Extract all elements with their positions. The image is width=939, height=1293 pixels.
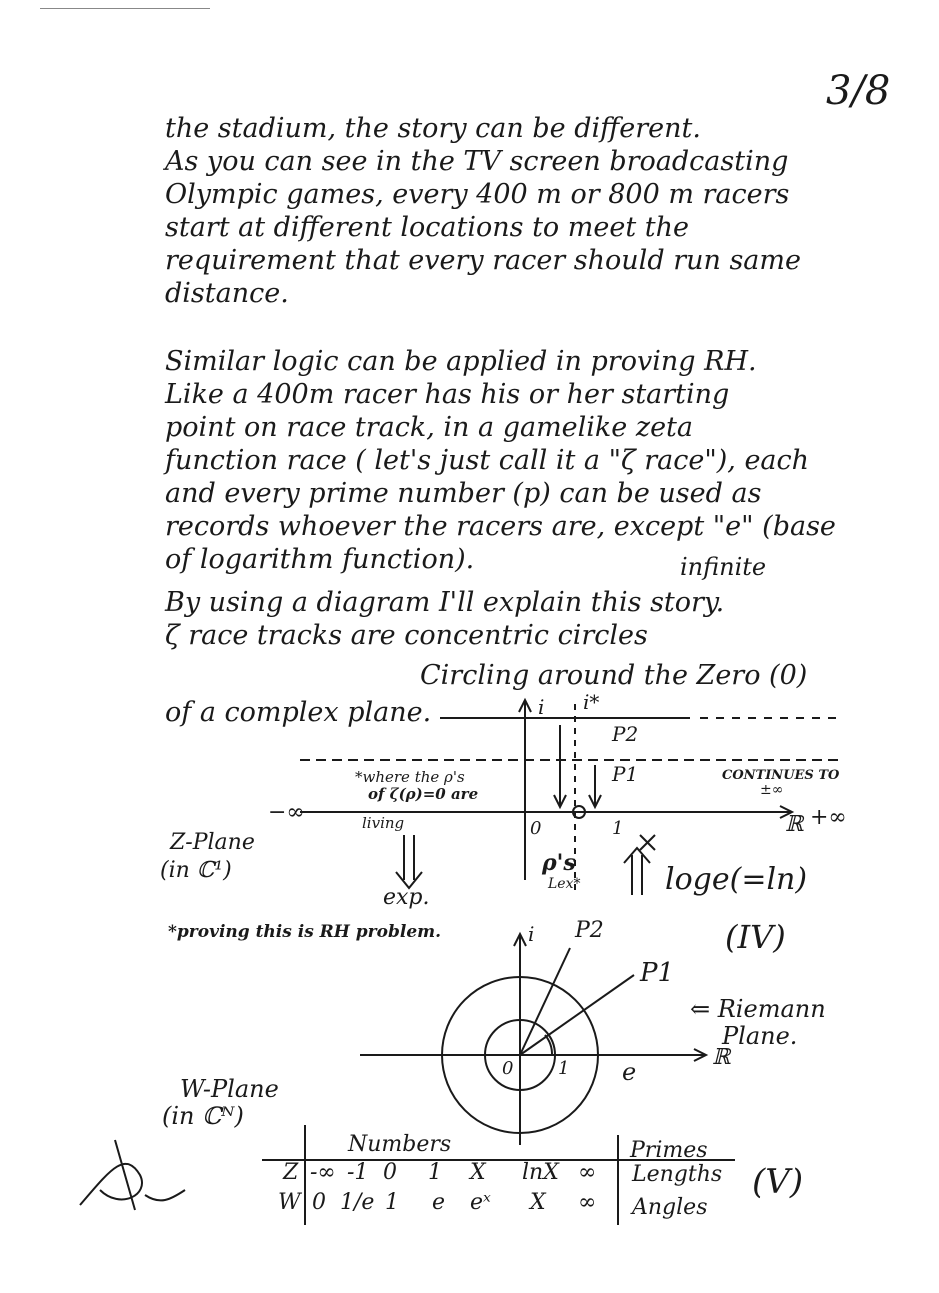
z-one-label: 1 <box>612 818 624 839</box>
table-row-w-label: W <box>278 1190 301 1215</box>
w-real-label: ℝ <box>712 1045 731 1070</box>
w-e-label: e <box>622 1058 637 1086</box>
z-axis-i-label: i <box>538 695 545 719</box>
z-note: of ζ(ρ)=0 are <box>368 785 479 803</box>
w-plane-sub: (in ℂᴺ) <box>162 1102 244 1130</box>
table-cell: 1 <box>428 1160 442 1185</box>
table-cell: -1 <box>347 1160 369 1185</box>
diagram-intro-line: Circling around the Zero (0) <box>420 660 808 691</box>
table-cell: X <box>470 1160 486 1185</box>
riemann-label: ⇐ Riemann <box>690 995 826 1023</box>
exp-label: exp. <box>383 885 430 910</box>
z-real-label: ℝ <box>785 812 804 837</box>
continues-label: CONTINUES TO <box>722 768 840 783</box>
z-p1-label: P1 <box>612 762 639 786</box>
table-row-z-right: Lengths <box>632 1162 723 1187</box>
z-pos-inf-label: +∞ <box>810 805 847 830</box>
text-line: and every prime number (p) can be used as <box>165 478 762 509</box>
text-line: Like a 400m racer has his or her starting <box>165 379 730 410</box>
z-plane-sub: (in ℂ¹) <box>160 858 232 883</box>
continues-label-2: ±∞ <box>760 782 784 798</box>
text-line: Olympic games, every 400 m or 800 m racers <box>165 179 790 210</box>
table-cell: 0 <box>383 1160 397 1185</box>
z-p2-label: P2 <box>612 722 639 746</box>
table-cell: X <box>530 1190 546 1215</box>
roman-iv: (IV) <box>725 918 786 956</box>
table-header-primes: Primes <box>630 1138 708 1163</box>
w-plane-title: W-Plane <box>180 1075 279 1103</box>
table-row-w-right: Angles <box>632 1195 708 1220</box>
text-line: requirement that every racer should run same <box>165 245 801 276</box>
z-axis-i-star-label: i* <box>583 690 600 714</box>
table-cell: ∞ <box>578 1190 597 1215</box>
table-row-z-label: Z <box>283 1160 299 1185</box>
riemann-plane-label: Plane. <box>722 1022 798 1050</box>
diagram-intro-line: ζ race tracks are concentric circles <box>165 620 648 651</box>
text-line: function race ( let's just call it a "ζ race"), each <box>165 445 810 476</box>
z-note: living <box>362 814 405 832</box>
table-cell: 1 <box>385 1190 399 1215</box>
text-line: of logarithm function). <box>165 544 475 575</box>
table-cell: eˣ <box>470 1190 491 1215</box>
lex-label: Lex* <box>548 876 581 892</box>
z-plane-title: Z-Plane <box>170 830 255 855</box>
text-line: distance. <box>165 278 289 309</box>
roman-v: (V) <box>752 1162 804 1202</box>
text-line: start at different locations to meet the <box>165 212 689 243</box>
inserted-word: infinite <box>680 553 767 581</box>
page-number: 3/8 <box>826 68 891 114</box>
z-neg-inf-label: −∞ <box>268 800 305 825</box>
text-line: Similar logic can be applied in proving RH. <box>165 346 757 377</box>
log-label: loge(=ln) <box>665 862 808 897</box>
text-line: As you can see in the TV screen broadcasting <box>165 146 789 177</box>
rh-problem-note: *proving this is RH problem. <box>168 922 442 942</box>
table-cell: 1/e <box>340 1190 375 1215</box>
w-zero-label: 0 <box>502 1058 514 1079</box>
table-cell: ∞ <box>578 1160 597 1185</box>
table-cell: lnX <box>522 1160 559 1185</box>
text-line: the stadium, the story can be different. <box>165 113 701 144</box>
w-p2-label: P2 <box>575 918 604 943</box>
diagram-intro-line: By using a diagram I'll explain this story. <box>165 587 725 618</box>
table-header-numbers: Numbers <box>348 1132 452 1157</box>
z-zero-label: 0 <box>530 818 542 839</box>
diagram-intro-line: of a complex plane. <box>165 697 432 728</box>
w-one-label: 1 <box>558 1058 570 1079</box>
table-cell: -∞ <box>310 1160 336 1185</box>
rho-label: ρ's <box>542 850 576 876</box>
text-line: point on race track, in a gamelike zeta <box>165 412 694 443</box>
table-cell: 0 <box>312 1190 326 1215</box>
w-axis-i-label: i <box>528 922 535 946</box>
z-note: *where the ρ's <box>355 768 465 786</box>
w-p1-label: P1 <box>640 958 675 988</box>
table-cell: e <box>432 1190 446 1215</box>
text-line: records whoever the racers are, except "e" (base <box>165 511 836 542</box>
